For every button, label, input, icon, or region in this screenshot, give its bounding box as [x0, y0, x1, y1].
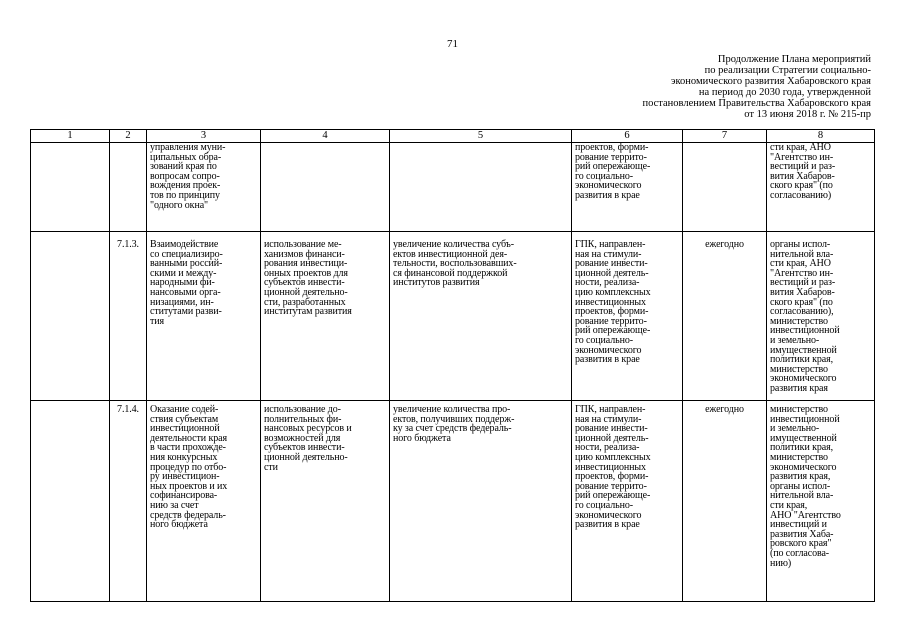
table-cell: Взаимодействие со специализиро- ванными россий- скими и между- народными фи- нансовыми орга- низациями, ин- ститутами разви- тия: [147, 232, 261, 401]
table-cell: проектов, форми- рование террито- рий опережающе- го социально- экономического развития в крае: [572, 143, 683, 232]
column-header: 5: [390, 130, 572, 143]
column-header: 1: [31, 130, 110, 143]
page-number: 71: [447, 38, 458, 50]
table-cell: [31, 143, 110, 232]
table-cell: ГПК, направлен- ная на стимули- рование инвести- ционной деятель- ности, реализа- цию комплексных инвестиционных проектов, форми- рование террито- рий опережающе- го социально- экономического развития в крае: [572, 401, 683, 602]
table-cell: ежегодно: [683, 401, 767, 602]
header-row: [31, 130, 875, 143]
column-header: 2: [110, 130, 147, 143]
column-header: 6: [572, 130, 683, 143]
column-header: 3: [147, 130, 261, 143]
table-cell: использование до- полнительных фи- нансовых ресурсов и возможностей для субъектов инвести- ционной деятельно- сти: [261, 401, 390, 602]
table-cell: Оказание содей- ствия субъектам инвестиционной деятельности края в части прохожде- ния конкурсных процедур по отбо- ру инвестицион- ных проектов и их софинансирова- нию за счет средств федераль- ного бюджета: [147, 401, 261, 602]
item-number: 7.1.4.: [110, 401, 147, 602]
table-cell: [110, 143, 147, 232]
table-cell: [31, 401, 110, 602]
table-cell: органы испол- нительной вла- сти края, АНО "Агентство ин- вестиций и раз- вития Хабаров- ского края" (по согласованию), министерство инвестиционной и земельно- имущественной политики края, министерство экономического развития края: [767, 232, 875, 401]
table-cell: [261, 143, 390, 232]
table-cell: [390, 143, 572, 232]
column-header: 8: [767, 130, 875, 143]
plan-table: [30, 129, 875, 602]
document-heading: Продолжение Плана мероприятий по реализации Стратегии социально- экономического развития Хабаровского края на период до 2030 года, утвержденной постановлением Правительства Хабаровского края от 13 июня 2018 г. № 215-пр: [642, 54, 871, 120]
table-cell: ежегодно: [683, 232, 767, 401]
table-row: [31, 401, 875, 602]
table-cell: ГПК, направлен- ная на стимули- рование инвести- ционной деятель- ности, реализа- цию комплексных инвестиционных проектов, форми- рование террито- рий опережающе- го социально- экономического развития в крае: [572, 232, 683, 401]
table-cell: [683, 143, 767, 232]
column-header: 4: [261, 130, 390, 143]
table-cell: увеличение количества про- ектов, получивших поддерж- ку за счет средств федераль- ного бюджета: [390, 401, 572, 602]
table-cell: увеличение количества субъ- ектов инвестиционной дея- тельности, воспользовавших- ся финансовой поддержкой институтов развития: [390, 232, 572, 401]
table-cell: использование ме- ханизмов финанси- рования инвестици- онных проектов для субъектов инвести- ционной деятельно- сти, разработанных институтам развития: [261, 232, 390, 401]
item-number: 7.1.3.: [110, 232, 147, 401]
table-row: [31, 232, 875, 401]
column-header: 7: [683, 130, 767, 143]
table-cell: [31, 232, 110, 401]
table-cell: управления муни- ципальных обра- зований края по вопросам сопро- вождения проек- тов по принципу "одного окна": [147, 143, 261, 232]
table-cell: министерство инвестиционной и земельно- имущественной политики края, министерство экономического развития края, органы испол- нительной вла- сти края, АНО "Агентство инвестиций и развития Хаба- ровского края" (по согласова- нию): [767, 401, 875, 602]
table-cell: сти края, АНО "Агентство ин- вестиций и раз- вития Хабаров- ского края" (по согласованию): [767, 143, 875, 232]
table-row: [31, 143, 875, 232]
